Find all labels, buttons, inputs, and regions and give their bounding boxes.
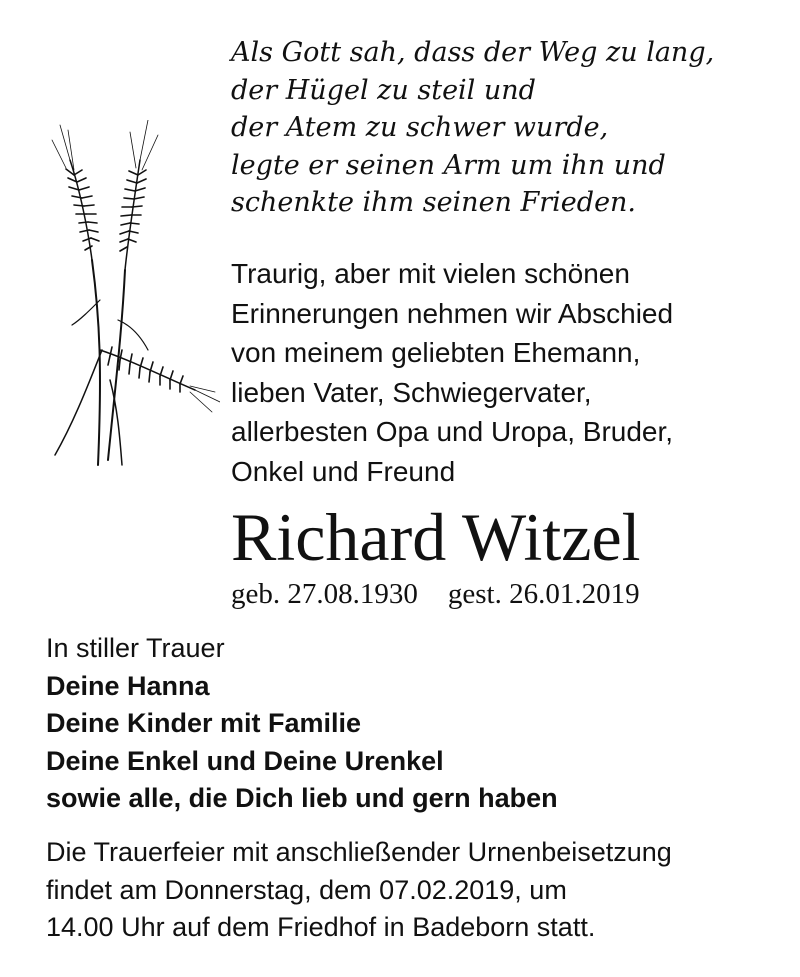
mourner-line: Deine Kinder mit Familie [46, 708, 362, 738]
poem [231, 34, 791, 222]
poem-line: legte er seinen Arm um ihn und [231, 149, 666, 181]
poem-line: der Atem zu schwer wurde, [231, 112, 609, 143]
mourning-heading: In stiller Trauer [46, 633, 225, 663]
service-line: findet am Donnerstag, dem 07.02.2019, um [46, 874, 567, 905]
poem-line: der Hügel zu steil und [231, 74, 536, 106]
wheat-ears-icon [30, 120, 220, 470]
intro-line: Onkel und Freund [231, 455, 456, 487]
service-info [46, 834, 786, 947]
intro-text [231, 254, 791, 491]
intro-line: lieben Vater, Schwiegervater, [231, 376, 592, 408]
life-dates [231, 576, 640, 612]
service-line: Die Trauerfeier mit anschließender Urnenbeisetzung [46, 837, 672, 867]
mourner-line: sowie alle, die Dich lieb und gern haben [46, 783, 558, 813]
intro-line: Erinnerungen nehmen wir Abschied [231, 297, 674, 329]
service-line: 14.00 Uhr auf dem Friedhof in Badeborn statt. [46, 912, 596, 942]
mourner-line: Deine Hanna [46, 670, 210, 701]
poem-line: schenkte ihm seinen Frieden. [231, 187, 637, 218]
intro-line: Traurig, aber mit vielen schönen [231, 258, 630, 289]
intro-line: von meinem geliebten Ehemann, [231, 337, 641, 368]
intro-line: allerbesten Opa und Uropa, Bruder, [231, 416, 674, 447]
mourner-line: Deine Enkel und Deine Urenkel [46, 745, 444, 776]
poem-line: Als Gott sah, dass der Weg zu lang, [231, 37, 715, 68]
deceased-name: Richard Witzel [231, 499, 641, 575]
mourners-block [46, 630, 786, 818]
birth-date: geb. 27.08.1930 [231, 578, 418, 610]
death-date: gest. 26.01.2019 [447, 578, 640, 610]
